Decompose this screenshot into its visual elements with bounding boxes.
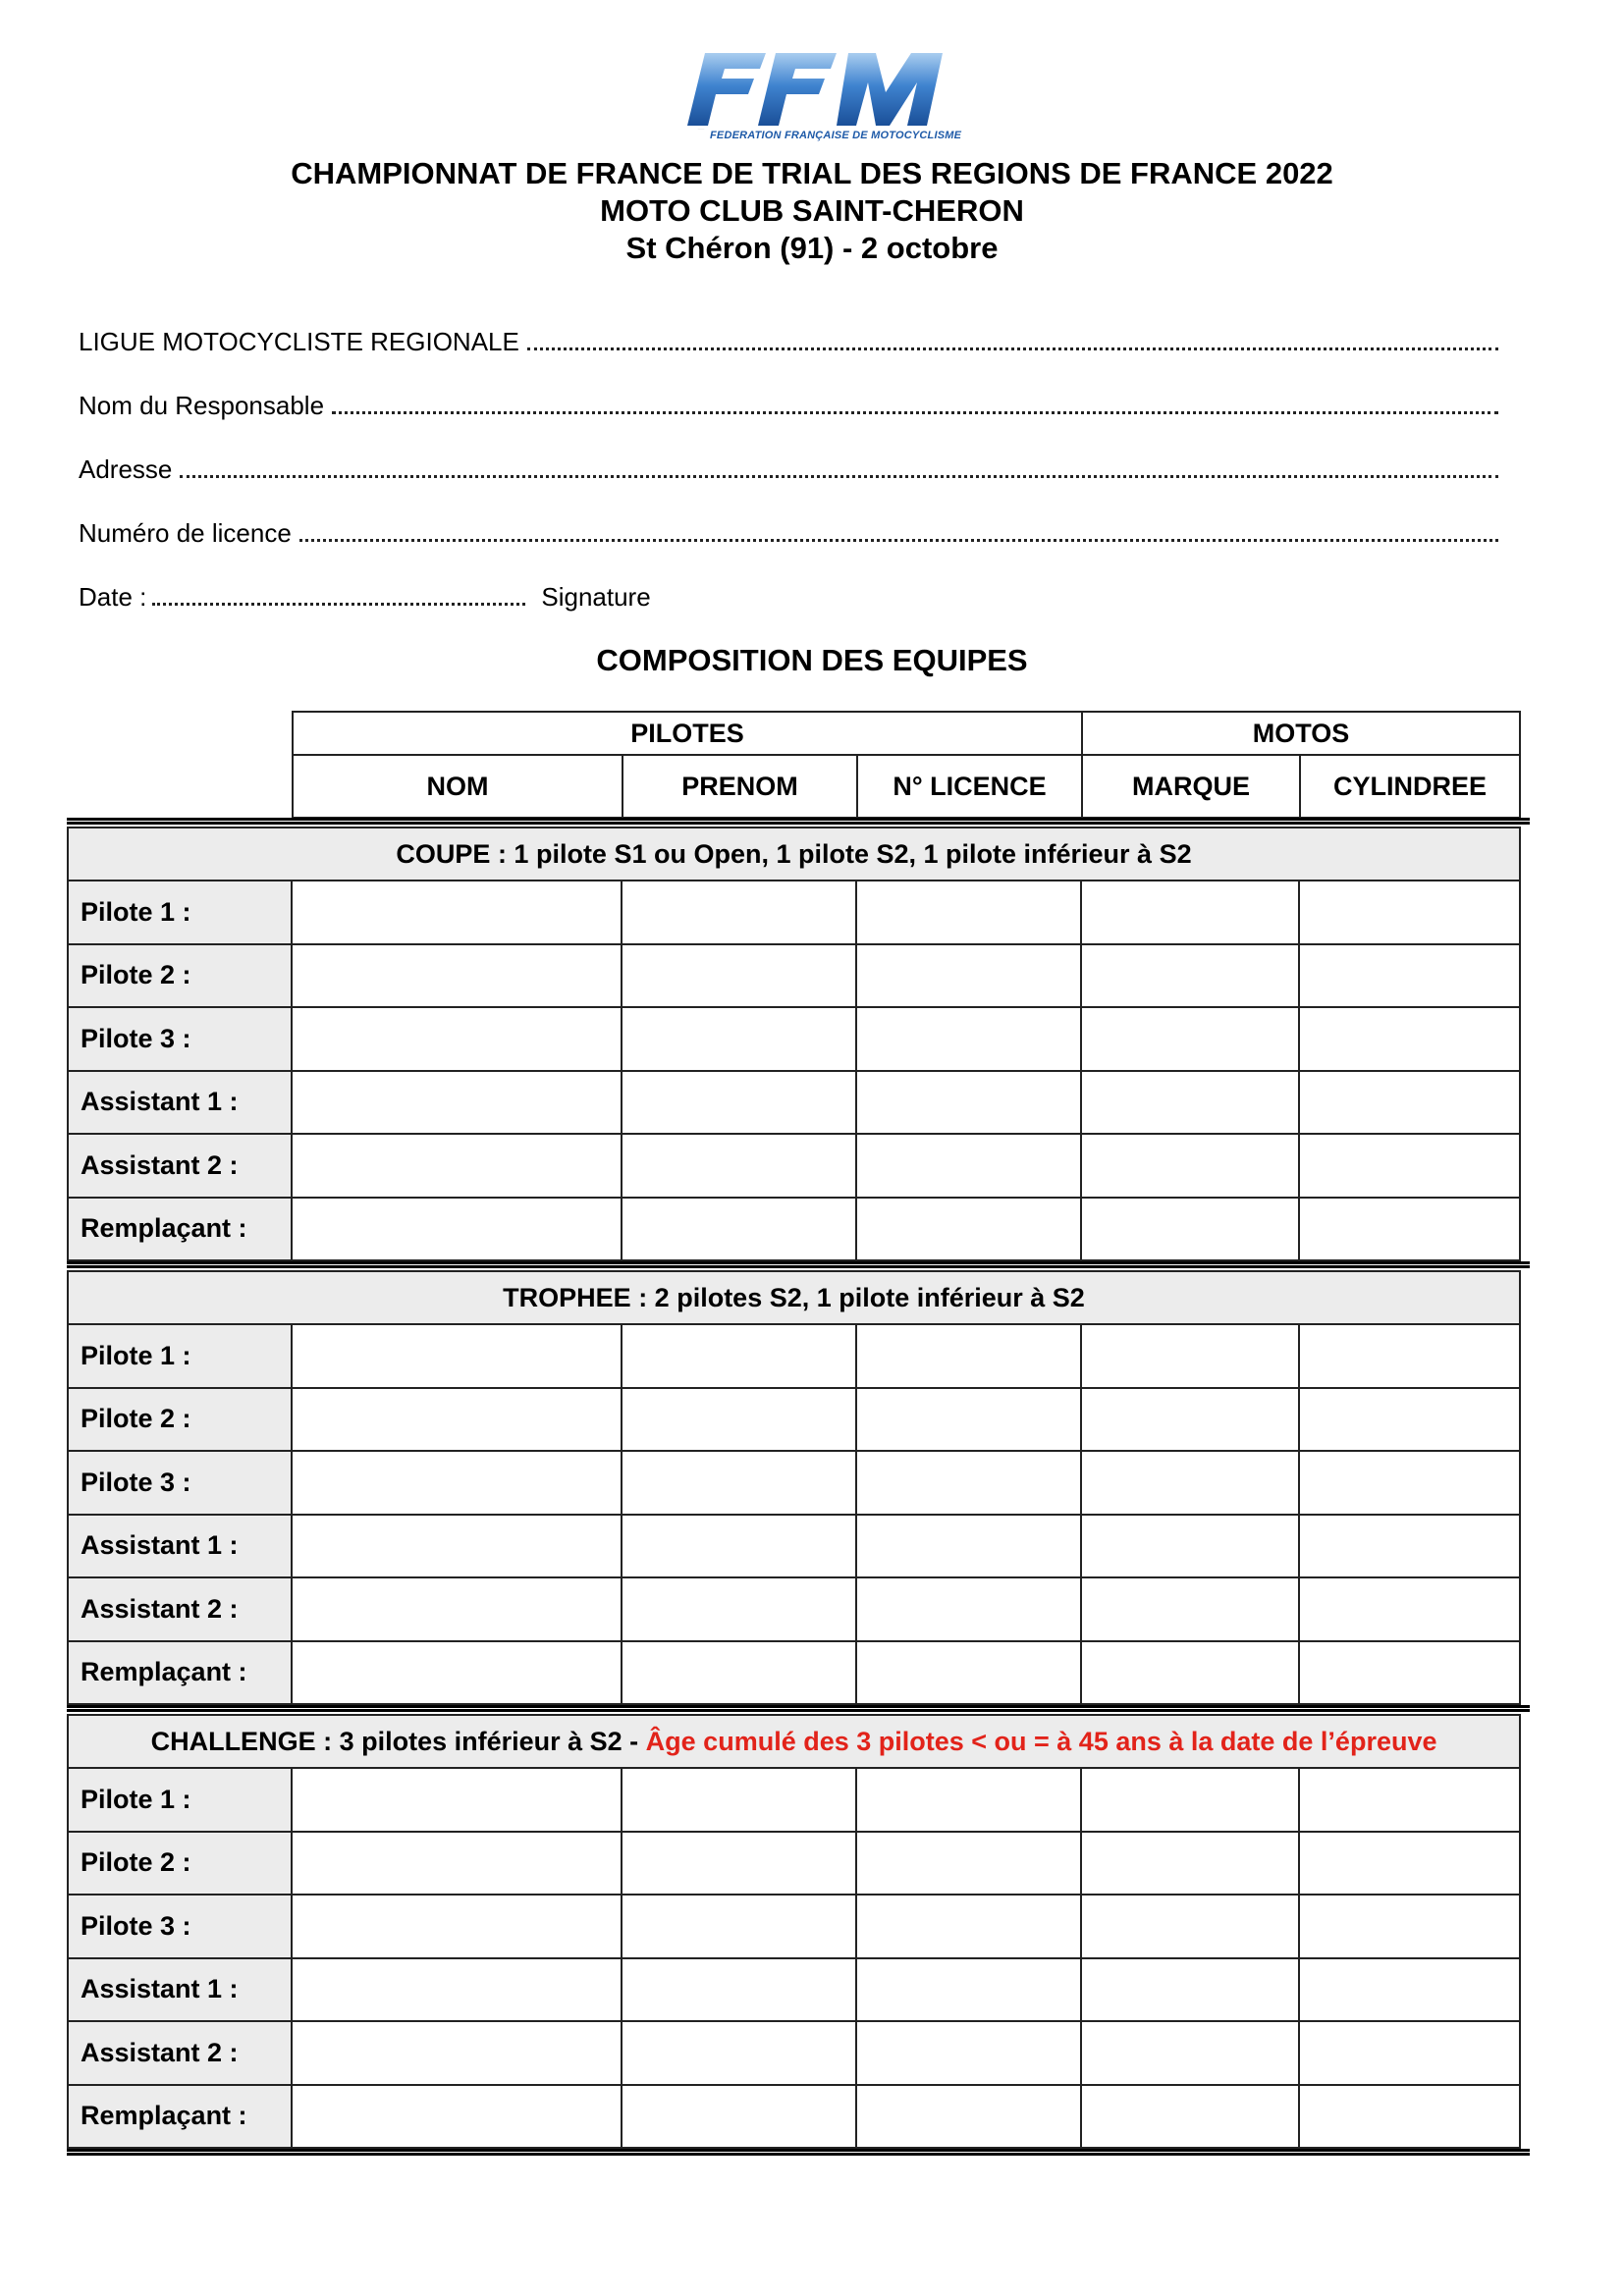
responsable-field[interactable] xyxy=(79,386,1498,421)
row-label: Pilote 1 : xyxy=(68,881,292,944)
category-header xyxy=(68,1715,1520,1768)
row-label: Assistant 1 : xyxy=(68,1958,292,2022)
cell-marque[interactable] xyxy=(1081,2021,1299,2085)
cell-licence[interactable] xyxy=(856,1515,1081,1578)
cell-nom[interactable] xyxy=(292,2085,622,2149)
event-location-date: St Chéron (91) - 2 octobre xyxy=(625,231,999,265)
cell-marque[interactable] xyxy=(1081,1895,1299,1958)
row-label: Pilote 3 : xyxy=(68,1895,292,1958)
cell-prenom[interactable] xyxy=(622,1007,856,1071)
row-label: Pilote 2 : xyxy=(68,944,292,1008)
cell-marque[interactable] xyxy=(1081,1577,1299,1641)
row-label: Assistant 1 : xyxy=(68,1071,292,1135)
cell-marque[interactable] xyxy=(1081,881,1299,944)
cell-prenom[interactable] xyxy=(622,1324,856,1388)
cell-cylindree[interactable] xyxy=(1299,1577,1520,1641)
row-label: Assistant 2 : xyxy=(68,1577,292,1641)
category-block-coupe xyxy=(67,827,1519,1261)
cell-licence[interactable] xyxy=(856,2085,1081,2149)
cell-licence[interactable] xyxy=(856,1324,1081,1388)
ffm-logo-mark xyxy=(676,49,970,130)
cell-marque[interactable] xyxy=(1081,1768,1299,1832)
table-row xyxy=(68,881,1520,944)
cell-cylindree[interactable] xyxy=(1299,1895,1520,1958)
cell-prenom[interactable] xyxy=(622,1134,856,1198)
col-header-nom: NOM xyxy=(293,755,623,818)
cell-marque[interactable] xyxy=(1081,1324,1299,1388)
table-row xyxy=(68,1134,1520,1198)
licence-dotted-line xyxy=(299,539,1498,542)
cell-nom[interactable] xyxy=(292,1577,622,1641)
cell-prenom[interactable] xyxy=(622,1768,856,1832)
championship-title: CHAMPIONNAT DE FRANCE DE TRIAL DES REGIONS DE FRANCE 2022 xyxy=(291,156,1333,190)
col-header-licence: N° LICENCE xyxy=(857,755,1082,818)
table-row xyxy=(68,1451,1520,1515)
category-label: TROPHEE : 2 pilotes S2, 1 pilote inférieur à S2 xyxy=(503,1282,1085,1312)
cell-licence[interactable] xyxy=(856,1895,1081,1958)
ffm-logo xyxy=(676,49,970,147)
cell-licence[interactable] xyxy=(856,1007,1081,1071)
table-row xyxy=(68,1198,1520,1261)
cell-nom[interactable] xyxy=(292,1895,622,1958)
cell-marque[interactable] xyxy=(1081,1198,1299,1261)
row-label: Assistant 2 : xyxy=(68,2021,292,2085)
column-header-table xyxy=(292,711,1521,819)
cell-prenom[interactable] xyxy=(622,2085,856,2149)
cell-nom[interactable] xyxy=(292,1007,622,1071)
category-label: CHALLENGE : 3 pilotes inférieur à S2 - xyxy=(150,1726,646,1756)
adresse-field[interactable] xyxy=(79,450,1498,485)
row-label: Pilote 1 : xyxy=(68,1768,292,1832)
row-label: Pilote 1 : xyxy=(68,1324,292,1388)
cell-nom[interactable] xyxy=(292,1515,622,1578)
cell-marque[interactable] xyxy=(1081,1134,1299,1198)
table-row xyxy=(68,2021,1520,2085)
ligue-field[interactable] xyxy=(79,322,1498,357)
cell-marque[interactable] xyxy=(1081,1388,1299,1452)
cell-prenom[interactable] xyxy=(622,1641,856,1705)
cell-licence[interactable] xyxy=(856,1451,1081,1515)
section-title: COMPOSITION DES EQUIPES xyxy=(596,643,1028,677)
ligue-dotted-line xyxy=(527,347,1498,350)
cell-marque[interactable] xyxy=(1081,1451,1299,1515)
cell-nom[interactable] xyxy=(292,1071,622,1135)
cell-nom[interactable] xyxy=(292,1641,622,1705)
category-table xyxy=(67,1270,1521,1705)
row-label: Pilote 3 : xyxy=(68,1451,292,1515)
row-label: Pilote 3 : xyxy=(68,1007,292,1071)
table-row xyxy=(68,944,1520,1008)
responsable-dotted-line xyxy=(332,411,1498,414)
divider-line xyxy=(67,818,1530,825)
ligue-label: LIGUE MOTOCYCLISTE REGIONALE xyxy=(79,327,519,356)
logo-subtitle: FEDERATION FRANÇAISE DE MOTOCYCLISME xyxy=(710,130,962,141)
cell-prenom[interactable] xyxy=(622,1577,856,1641)
cell-nom[interactable] xyxy=(292,1451,622,1515)
table-row xyxy=(68,1515,1520,1578)
divider-line xyxy=(67,1705,1530,1712)
cell-licence[interactable] xyxy=(856,1641,1081,1705)
club-title: MOTO CLUB SAINT-CHERON xyxy=(600,193,1024,228)
cell-cylindree[interactable] xyxy=(1299,1388,1520,1452)
cell-marque[interactable] xyxy=(1081,1071,1299,1135)
cell-marque[interactable] xyxy=(1081,1958,1299,2022)
licence-label: Numéro de licence xyxy=(79,518,292,548)
category-header xyxy=(68,828,1520,881)
cell-cylindree[interactable] xyxy=(1299,1451,1520,1515)
cell-licence[interactable] xyxy=(856,1768,1081,1832)
cell-nom[interactable] xyxy=(292,2021,622,2085)
table-row xyxy=(68,1324,1520,1388)
cell-licence[interactable] xyxy=(856,1198,1081,1261)
row-label: Remplaçant : xyxy=(68,1198,292,1261)
date-label: Date : xyxy=(79,582,147,612)
row-label: Assistant 1 : xyxy=(68,1515,292,1578)
cell-licence[interactable] xyxy=(856,1958,1081,2022)
group-header-motos: MOTOS xyxy=(1082,712,1520,755)
cell-nom[interactable] xyxy=(292,1324,622,1388)
cell-licence[interactable] xyxy=(856,1832,1081,1896)
cell-prenom[interactable] xyxy=(622,1071,856,1135)
adresse-dotted-line xyxy=(180,475,1498,478)
cell-cylindree[interactable] xyxy=(1299,881,1520,944)
cell-prenom[interactable] xyxy=(622,1832,856,1896)
date-dotted-line[interactable] xyxy=(152,603,525,606)
signature-label: Signature xyxy=(541,582,651,612)
cell-prenom[interactable] xyxy=(622,1388,856,1452)
col-header-marque: MARQUE xyxy=(1082,755,1300,818)
cell-cylindree[interactable] xyxy=(1299,1324,1520,1388)
col-header-cylindree: CYLINDREE xyxy=(1300,755,1520,818)
cell-prenom[interactable] xyxy=(622,1895,856,1958)
cell-nom[interactable] xyxy=(292,1958,622,2022)
cell-marque[interactable] xyxy=(1081,1832,1299,1896)
cell-marque[interactable] xyxy=(1081,1515,1299,1578)
cell-cylindree[interactable] xyxy=(1299,1515,1520,1578)
table-row xyxy=(68,2085,1520,2149)
table-row xyxy=(68,1895,1520,1958)
cell-prenom[interactable] xyxy=(622,1198,856,1261)
cell-prenom[interactable] xyxy=(622,944,856,1008)
cell-marque[interactable] xyxy=(1081,2085,1299,2149)
category-table xyxy=(67,1714,1521,2149)
row-label: Remplaçant : xyxy=(68,1641,292,1705)
table-row xyxy=(68,1388,1520,1452)
row-label: Assistant 2 : xyxy=(68,1134,292,1198)
cell-licence[interactable] xyxy=(856,1388,1081,1452)
table-row xyxy=(68,1832,1520,1896)
cell-nom[interactable] xyxy=(292,881,622,944)
cell-prenom[interactable] xyxy=(622,1958,856,2022)
cell-licence[interactable] xyxy=(856,2021,1081,2085)
divider-line xyxy=(67,1261,1530,1268)
category-block-trophee xyxy=(67,1270,1519,1705)
category-note: Âge cumulé des 3 pilotes < ou = à 45 ans à la date de l’épreuve xyxy=(645,1726,1437,1756)
date-signature-line xyxy=(79,577,651,613)
row-label: Remplaçant : xyxy=(68,2085,292,2149)
cell-cylindree[interactable] xyxy=(1299,944,1520,1008)
col-header-prenom: PRENOM xyxy=(623,755,857,818)
cell-prenom[interactable] xyxy=(622,1451,856,1515)
cell-cylindree[interactable] xyxy=(1299,1198,1520,1261)
cell-cylindree[interactable] xyxy=(1299,2021,1520,2085)
cell-cylindree[interactable] xyxy=(1299,1134,1520,1198)
cell-nom[interactable] xyxy=(292,1388,622,1452)
table-row xyxy=(68,1958,1520,2022)
group-header-pilotes: PILOTES xyxy=(293,712,1082,755)
licence-field[interactable] xyxy=(79,513,1498,549)
cell-licence[interactable] xyxy=(856,1071,1081,1135)
table-row xyxy=(68,1768,1520,1832)
table-row xyxy=(68,1641,1520,1705)
cell-nom[interactable] xyxy=(292,1768,622,1832)
cell-licence[interactable] xyxy=(856,944,1081,1008)
category-block-challenge xyxy=(67,1714,1519,2149)
cell-cylindree[interactable] xyxy=(1299,1641,1520,1705)
cell-cylindree[interactable] xyxy=(1299,1071,1520,1135)
cell-cylindree[interactable] xyxy=(1299,1768,1520,1832)
cell-cylindree[interactable] xyxy=(1299,1832,1520,1896)
category-label: COUPE : 1 pilote S1 ou Open, 1 pilote S2, 1 pilote inférieur à S2 xyxy=(396,838,1192,869)
responsable-label: Nom du Responsable xyxy=(79,391,325,420)
row-label: Pilote 2 : xyxy=(68,1832,292,1896)
cell-marque[interactable] xyxy=(1081,1641,1299,1705)
cell-cylindree[interactable] xyxy=(1299,1958,1520,2022)
cell-nom[interactable] xyxy=(292,1198,622,1261)
row-label: Pilote 2 : xyxy=(68,1388,292,1452)
cell-licence[interactable] xyxy=(856,881,1081,944)
table-row xyxy=(68,1007,1520,1071)
category-header xyxy=(68,1271,1520,1324)
cell-licence[interactable] xyxy=(856,1134,1081,1198)
cell-nom[interactable] xyxy=(292,1134,622,1198)
cell-nom[interactable] xyxy=(292,944,622,1008)
adresse-label: Adresse xyxy=(79,454,173,484)
cell-marque[interactable] xyxy=(1081,1007,1299,1071)
table-row xyxy=(68,1577,1520,1641)
table-row xyxy=(68,1071,1520,1135)
cell-cylindree[interactable] xyxy=(1299,2085,1520,2149)
category-table xyxy=(67,827,1521,1261)
cell-prenom[interactable] xyxy=(622,881,856,944)
cell-marque[interactable] xyxy=(1081,944,1299,1008)
cell-nom[interactable] xyxy=(292,1832,622,1896)
cell-cylindree[interactable] xyxy=(1299,1007,1520,1071)
divider-line xyxy=(67,2149,1530,2156)
cell-prenom[interactable] xyxy=(622,1515,856,1578)
cell-licence[interactable] xyxy=(856,1577,1081,1641)
cell-prenom[interactable] xyxy=(622,2021,856,2085)
